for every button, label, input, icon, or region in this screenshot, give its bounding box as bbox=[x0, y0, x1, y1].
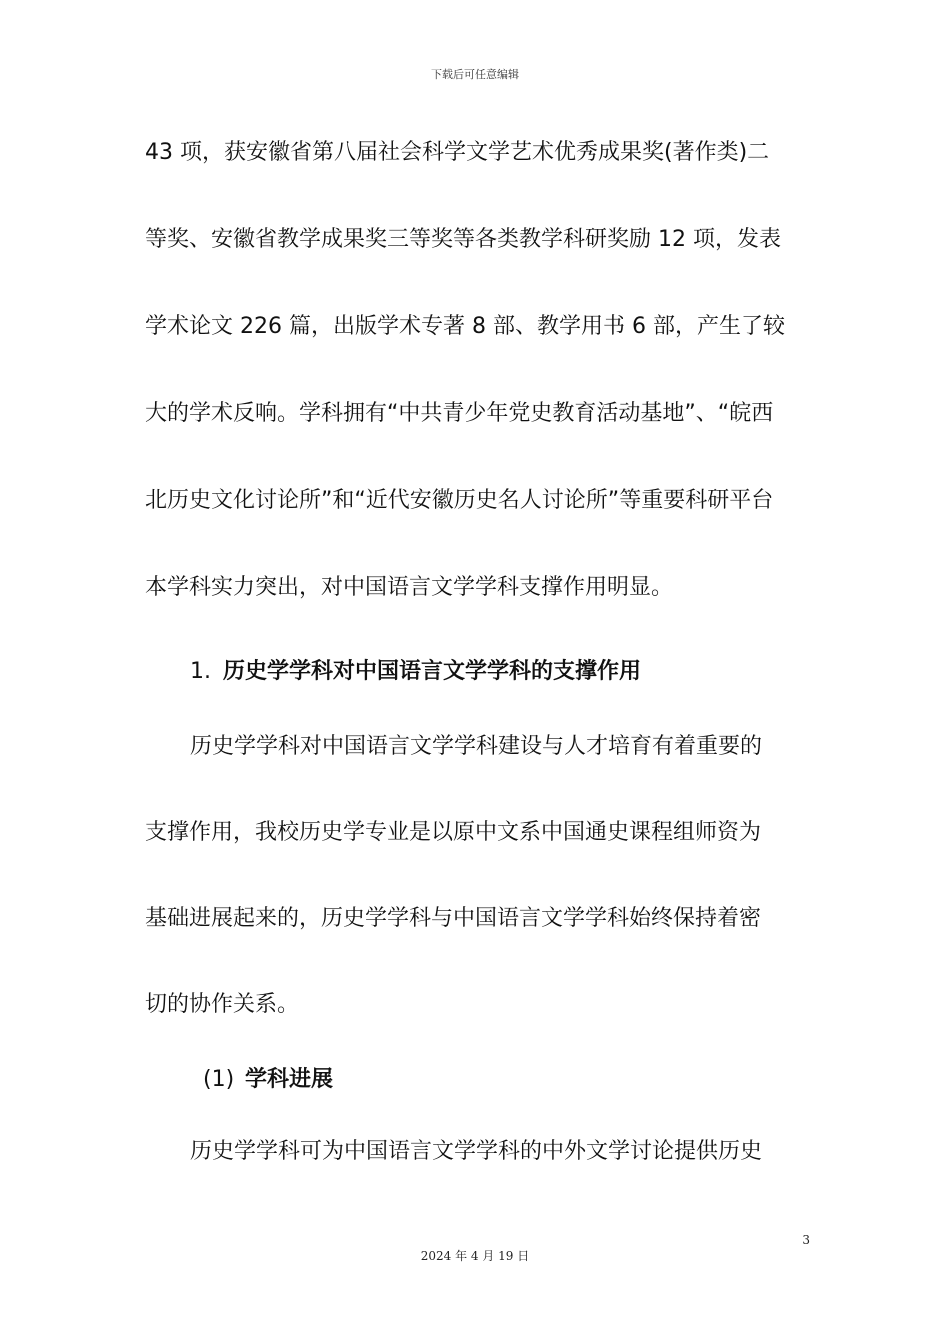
text-line: 等奖、安徽省教学成果奖三等奖等各类教学科研奖励 12 项，发表 bbox=[145, 227, 781, 252]
page-date: 2024 年 4 月 19 日 bbox=[420, 1249, 530, 1263]
text-line: 历史学学科对中国语言文学学科建设与人才培育有着重要的 bbox=[190, 734, 763, 759]
section-title: 历史学学科对中国语言文学学科的支撑作用 bbox=[223, 659, 642, 684]
section-heading bbox=[190, 657, 641, 687]
subsection-heading bbox=[203, 1065, 333, 1095]
text-line: 支撑作用，我校历史学专业是以原中文系中国通史课程组师资为 bbox=[145, 820, 762, 845]
text-line: 43 项，获安徽省第八届社会科学文学艺术优秀成果奖(著作类)二 bbox=[145, 140, 770, 165]
page-header-note: 下载后可任意编辑 bbox=[431, 68, 519, 81]
text-line: 切的协作关系。 bbox=[145, 992, 300, 1017]
text-line: 北历史文化讨论所”和“近代安徽历史名人讨论所”等重要科研平台 bbox=[145, 488, 774, 513]
text-line: 基础进展起来的，历史学学科与中国语言文学学科始终保持着密 bbox=[145, 906, 762, 931]
section-number: 1. bbox=[190, 659, 211, 684]
text-line: 大的学术反响。学科拥有“中共青少年党史教育活动基地”、“皖西 bbox=[145, 401, 774, 426]
text-line: 本学科实力突出，对中国语言文学学科支撑作用明显。 bbox=[145, 575, 674, 600]
text-line: 历史学学科可为中国语言文学学科的中外文学讨论提供历史 bbox=[190, 1139, 763, 1164]
subsection-title: 学科进展 bbox=[245, 1067, 334, 1092]
subsection-number: (1) bbox=[203, 1067, 235, 1092]
page-number: 3 bbox=[802, 1233, 810, 1247]
text-line: 学术论文 226 篇，出版学术专著 8 部、教学用书 6 部，产生了较 bbox=[145, 314, 785, 339]
